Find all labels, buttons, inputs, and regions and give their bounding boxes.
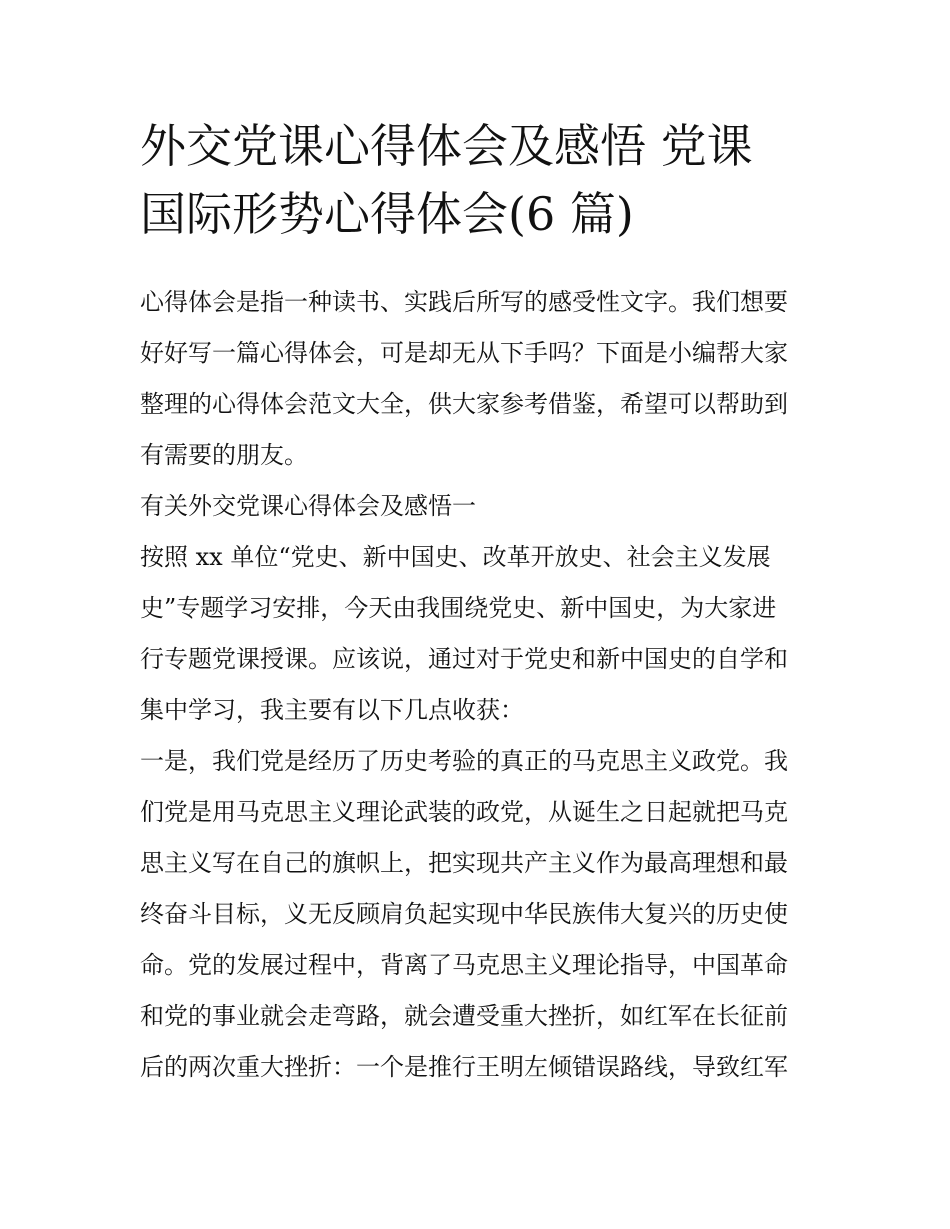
body-line-8: 行专题党课授课。应该说，通过对于党史和新中国史的自学和	[140, 645, 788, 673]
body-line-12: 思主义写在自己的旗帜上，把实现共产主义作为最高理想和最	[140, 849, 788, 877]
body-line-10: 一是，我们党是经历了历史考验的真正的马克思主义政党。我	[140, 747, 788, 775]
document-page	[140, 112, 815, 1093]
body-line-11: 们党是用马克思主义理论武装的政党，从诞生之日起就把马克	[140, 798, 788, 826]
body-line-16: 后的两次重大挫折：一个是推行王明左倾错误路线，导致红军	[140, 1053, 788, 1081]
body-line-9: 集中学习，我主要有以下几点收获：	[140, 696, 524, 724]
section-heading-1: 有关外交党课心得体会及感悟一	[140, 492, 476, 520]
body-line-13: 终奋斗目标，义无反顾肩负起实现中华民族伟大复兴的历史使	[140, 900, 788, 928]
body-line-6: 按照 xx 单位“党史、新中国史、改革开放史、社会主义发展	[140, 543, 771, 571]
body-line-2: 好好写一篇心得体会，可是却无从下手吗？下面是小编帮大家	[140, 339, 788, 367]
body-line-14: 命。党的发展过程中，背离了马克思主义理论指导，中国革命	[140, 951, 788, 979]
document-title	[140, 112, 815, 248]
title-line-2: 国际形势心得体会(6 篇)	[140, 187, 634, 241]
body-line-3: 整理的心得体会范文大全，供大家参考借鉴，希望可以帮助到	[140, 390, 788, 418]
body-line-4: 有需要的朋友。	[140, 441, 308, 469]
title-line-1: 外交党课心得体会及感悟 党课	[140, 119, 753, 173]
body-line-7: 史”专题学习安排，今天由我围绕党史、新中国史，为大家进	[140, 594, 777, 622]
body-line-15: 和党的事业就会走弯路，就会遭受重大挫折，如红军在长征前	[140, 1002, 788, 1030]
body-line-1: 心得体会是指一种读书、实践后所写的感受性文字。我们想要	[140, 288, 788, 316]
document-body	[140, 277, 815, 1093]
